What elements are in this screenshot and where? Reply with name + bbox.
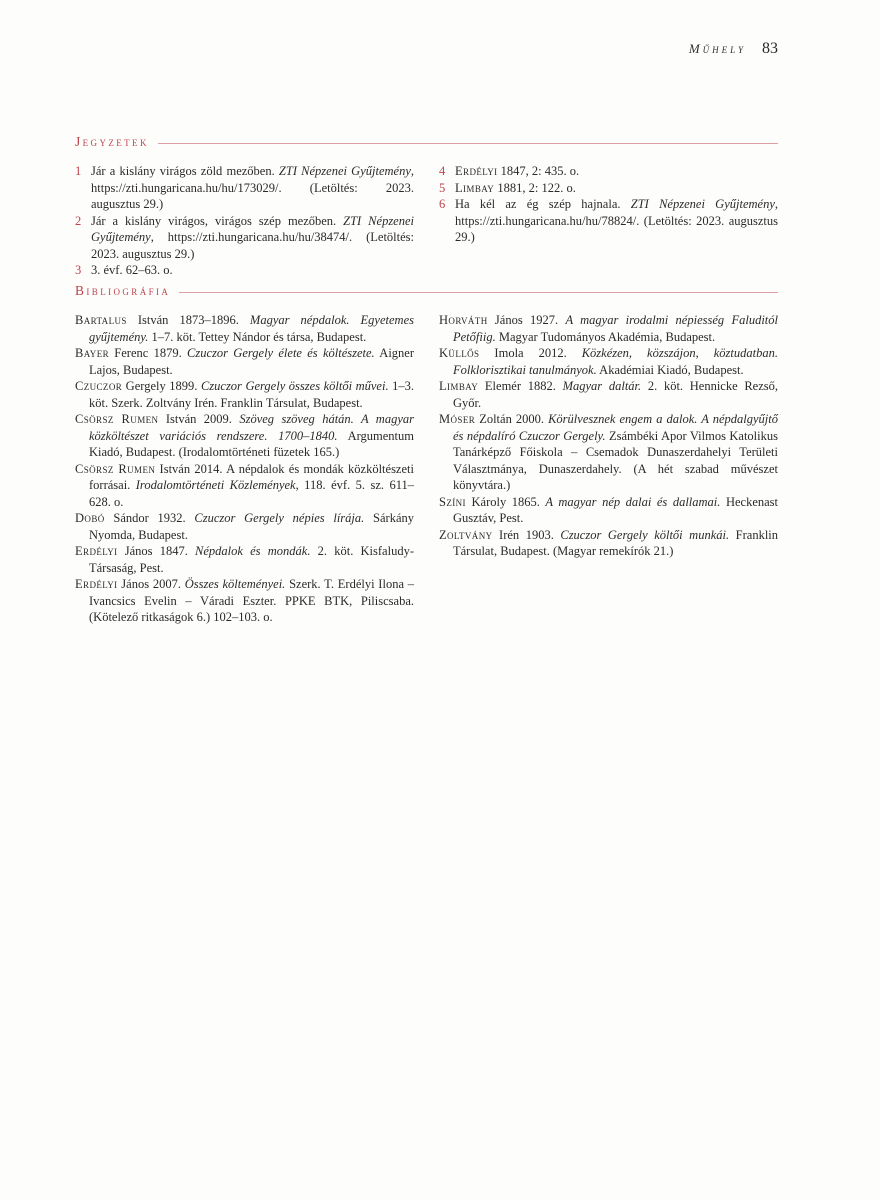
bibliography-column-right xyxy=(439,312,778,626)
note-text: Ha kél az ég szép hajnala. ZTI Népzenei Gyűjtemény, https://zti.hungaricana.hu/hu/78824/. (Letöltés: 2023. augusztus 29.) xyxy=(455,197,778,244)
notes-section-heading xyxy=(75,134,778,150)
bibliography-entry: Küllős Imola 2012. Közkézen, közszájon, köztudatban. Folklorisztikai tanulmányok. Akadémiai Kiadó, Budapest. xyxy=(439,346,778,377)
bibliography-entry: Csörsz Rumen István 2009. Szöveg szöveg hátán. A magyar közköltészet variációs rendszere. 1700–1840. Argumentum Kiadó, Budapest. (Irodalomtörténeti füzetek 165.) xyxy=(75,412,414,459)
note-number: 5 xyxy=(439,180,446,195)
notes-columns xyxy=(75,163,778,279)
bibliography-entry: Horváth János 1927. A magyar irodalmi népiesség Faluditól Petőfiig. Magyar Tudományos Akadémia, Budapest. xyxy=(439,313,778,344)
section-rule xyxy=(179,292,778,293)
bibliography-entry: Czuczor Gergely 1899. Czuczor Gergely összes költői művei. 1–3. köt. Szerk. Zoltvány Irén. Franklin Társulat, Budapest. xyxy=(75,379,414,410)
page-number: 83 xyxy=(762,40,778,57)
note-item xyxy=(439,163,778,180)
bibliography-section-heading xyxy=(75,283,778,299)
section-rule xyxy=(158,143,778,144)
bibliography-entry: Limbay Elemér 1882. Magyar daltár. 2. köt. Hennicke Rezső, Győr. xyxy=(439,379,779,410)
journal-section-label: Műhely xyxy=(688,41,746,56)
notes-column-left xyxy=(75,163,414,279)
bibliography-entry: Erdélyi János 1847. Népdalok és mondák. 2. köt. Kisfaludy-Társaság, Pest. xyxy=(75,544,414,575)
note-number: 2 xyxy=(75,213,82,228)
note-text: Jár a kislány virágos zöld mezőben. ZTI Népzenei Gyűjtemény, https://zti.hungaricana.hu/hu/173029/. (Letöltés: 2023. augusztus 29.) xyxy=(91,164,414,211)
note-number: 6 xyxy=(439,197,446,211)
note-text: 3. évf. 62–63. o. xyxy=(91,263,173,277)
bibliography-entry: Zoltvány Irén 1903. Czuczor Gergely költői munkái. Franklin Társulat, Budapest. (Magyar remekírók 21.) xyxy=(439,527,779,558)
note-number: 1 xyxy=(75,164,82,178)
note-item xyxy=(439,196,778,246)
note-number: 3 xyxy=(75,263,82,277)
bibliography-entry: Erdélyi János 2007. Összes költeményei. Szerk. T. Erdélyi Ilona – Ivancsics Evelin – Váradi Eszter. PPKE BTK, Piliscsaba. (Kötelező ritkaságok 6.) 102–103. o. xyxy=(75,577,414,624)
bibliography-column-left xyxy=(75,312,414,626)
note-item xyxy=(75,262,414,279)
section-title: Bibliográfia xyxy=(75,283,171,298)
note-text: Erdélyi 1847, 2: 435. o. xyxy=(455,164,580,178)
bibliography-entry: Színi Károly 1865. A magyar nép dalai és dallamai. Heckenast Gusztáv, Pest. xyxy=(439,494,779,525)
running-header xyxy=(689,40,778,58)
section-title: Jegyzetek xyxy=(75,134,149,149)
note-item xyxy=(75,163,414,213)
bibliography-entry: Csörsz Rumen István 2014. A népdalok és mondák közköltészeti forrásai. Irodalomtörténeti Közlemények, 118. évf. 5. sz. 611–628. o. xyxy=(75,461,414,509)
note-number: 4 xyxy=(439,164,446,178)
notes-column-right xyxy=(439,163,778,279)
bibliography-entry: Bayer Ferenc 1879. Czuczor Gergely élete és költészete. Aigner Lajos, Budapest. xyxy=(75,346,414,377)
note-text: Jár a kislány virágos, virágos szép mezőben. ZTI Népzenei Gyűjtemény, https://zti.hungaricana.hu/hu/38474/. (Letöltés: 2023. augusztus 29.) xyxy=(91,213,415,261)
bibliography-entry: Móser Zoltán 2000. Körülvesznek engem a dalok. A népdalgyűjtő és népdalíró Czuczor Gergely. Zsámbéki Apor Vilmos Katolikus Tanárképző Főiskola – Csemadok Dunaszerdahelyi Területi Választmánya, Dunaszerdahely. (A hét szabad művészet könyvtára.) xyxy=(439,412,778,492)
bibliography-columns xyxy=(75,312,778,626)
note-item xyxy=(75,213,414,263)
note-item xyxy=(439,180,778,197)
notes-section xyxy=(75,134,778,279)
bibliography-section xyxy=(75,283,778,626)
note-text: Limbay 1881, 2: 122. o. xyxy=(455,180,576,195)
bibliography-entry: Dobó Sándor 1932. Czuczor Gergely népies lírája. Sárkány Nyomda, Budapest. xyxy=(75,511,414,542)
bibliography-entry: Bartalus István 1873–1896. Magyar népdalok. Egyetemes gyűjtemény. 1–7. köt. Tettey Nándor és társa, Budapest. xyxy=(75,313,414,344)
